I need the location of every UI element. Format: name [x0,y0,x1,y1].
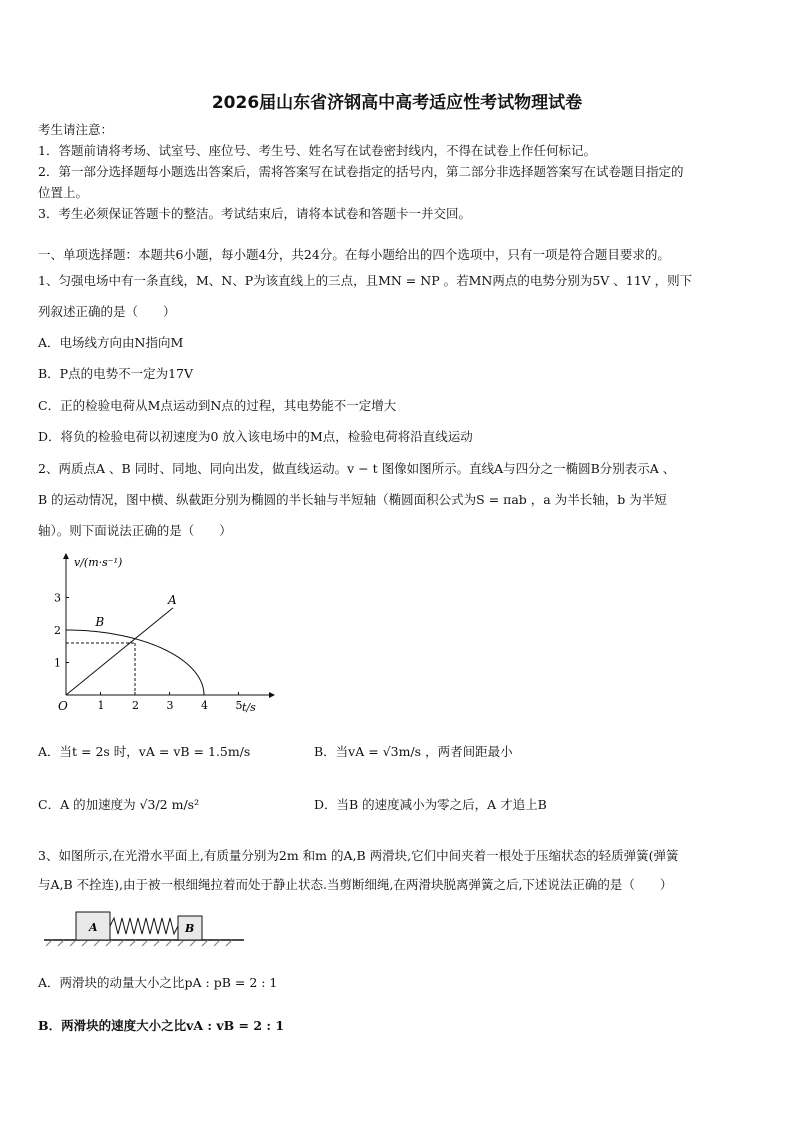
question-2-option-b: B．当vA = √3m/s ，两者间距最小 [314,744,513,759]
notice-item: 位置上。 [38,185,89,200]
question-3-option-a: A．两滑块的动量大小之比pA : pB = 2 : 1 [38,975,278,990]
question-1-option-d: D．将负的检验电荷以初速度为0 放入该电场中的M点，检验电荷将沿直线运动 [38,429,473,444]
x-tick-label: 4 [201,699,208,712]
y-tick-label: 2 [54,624,61,637]
block-a-label: A [89,921,98,934]
x-axis-label: t/s [242,701,256,714]
x-tick-label: 3 [166,699,174,712]
spring [110,918,178,934]
notice-item: 3．考生必须保证答题卡的整洁。考试结束后，请将本试卷和答题卡一并交回。 [38,206,471,221]
notice-item: 1．答题前请将考场、试室号、座位号、考生号、姓名写在试卷密封线内，不得在试卷上作任何标记。 [38,143,596,158]
section-heading: 一、单项选择题：本题共6小题，每小题4分，共24分。在每小题给出的四个选项中，只有一项是符合题目要求的。 [38,247,670,262]
spring-diagram [44,902,244,950]
x-tick-label: 5 [235,699,243,712]
question-3-option-b: B．两滑块的速度大小之比vA : vB = 2 : 1 [38,1018,285,1033]
question-2-stem: 轴）。则下面说法正确的是（ ） [38,523,232,538]
y-tick-label: 1 [54,656,61,670]
series-b-label: B [95,615,105,630]
question-3-stem: 与A,B 不拴连),由于被一根细绳拉着而处于静止状态.当剪断细绳,在两滑块脱离弹簧之后,下述说法正确的是（ ） [38,877,673,892]
vt-chart [52,548,282,723]
question-2-stem: 2、两质点A 、B 同时、同地、同向出发，做直线运动。v − t 图像如图所示。直线A与四分之一椭圆B分别表示A 、 [38,461,676,476]
series-a-label: A [167,592,177,607]
question-1-stem: 列叙述正确的是（ ） [38,304,176,319]
origin-label: O [58,699,68,713]
question-1-stem: 1、匀强电场中有一条直线，M、N、P为该直线上的三点，且MN = NP 。若MN两点的电势分别为5V 、11V ，则下 [38,273,693,288]
block-b-label: B [185,922,195,935]
y-tick-label: 3 [54,591,61,605]
question-3-stem: 3、如图所示,在光滑水平面上,有质量分别为2m 和m 的A,B 两滑块,它们中间夹着一根处于压缩状态的轻质弹簧(弹簧 [38,848,679,863]
notice-heading: 考生请注意： [38,122,114,137]
x-tick-label: 2 [132,699,139,712]
question-2-option-d: D．当B 的速度减小为零之后，A 才追上B [314,797,547,812]
question-1-option-a: A．电场线方向由N指向M [38,335,184,350]
question-1-option-b: B．P点的电势不一定为17V [38,366,194,381]
question-2-stem: B 的运动情况，图中横、纵截距分别为椭圆的半长轴与半短轴（椭圆面积公式为S = πab ，a 为半长轴，b 为半短 [38,492,667,507]
x-tick-label: 1 [97,699,105,712]
series-a-line [66,608,173,695]
question-2-option-c: C．A 的加速度为 √3/2 m/s² [38,797,200,812]
y-axis-label: v/(m·s⁻¹) [74,556,123,569]
page-title: 2026届山东省济钢高中高考适应性考试物理试卷 [211,93,583,113]
notice-item: 2．第一部分选择题每小题选出答案后，需将答案写在试卷指定的括号内，第二部分非选择题答案写在试卷题目指定的 [38,164,684,179]
question-2-option-a: A．当t = 2s 时，vA = vB = 1.5m/s [38,744,251,759]
question-1-option-c: C．正的检验电荷从M点运动到N点的过程，其电势能不一定增大 [38,398,397,413]
